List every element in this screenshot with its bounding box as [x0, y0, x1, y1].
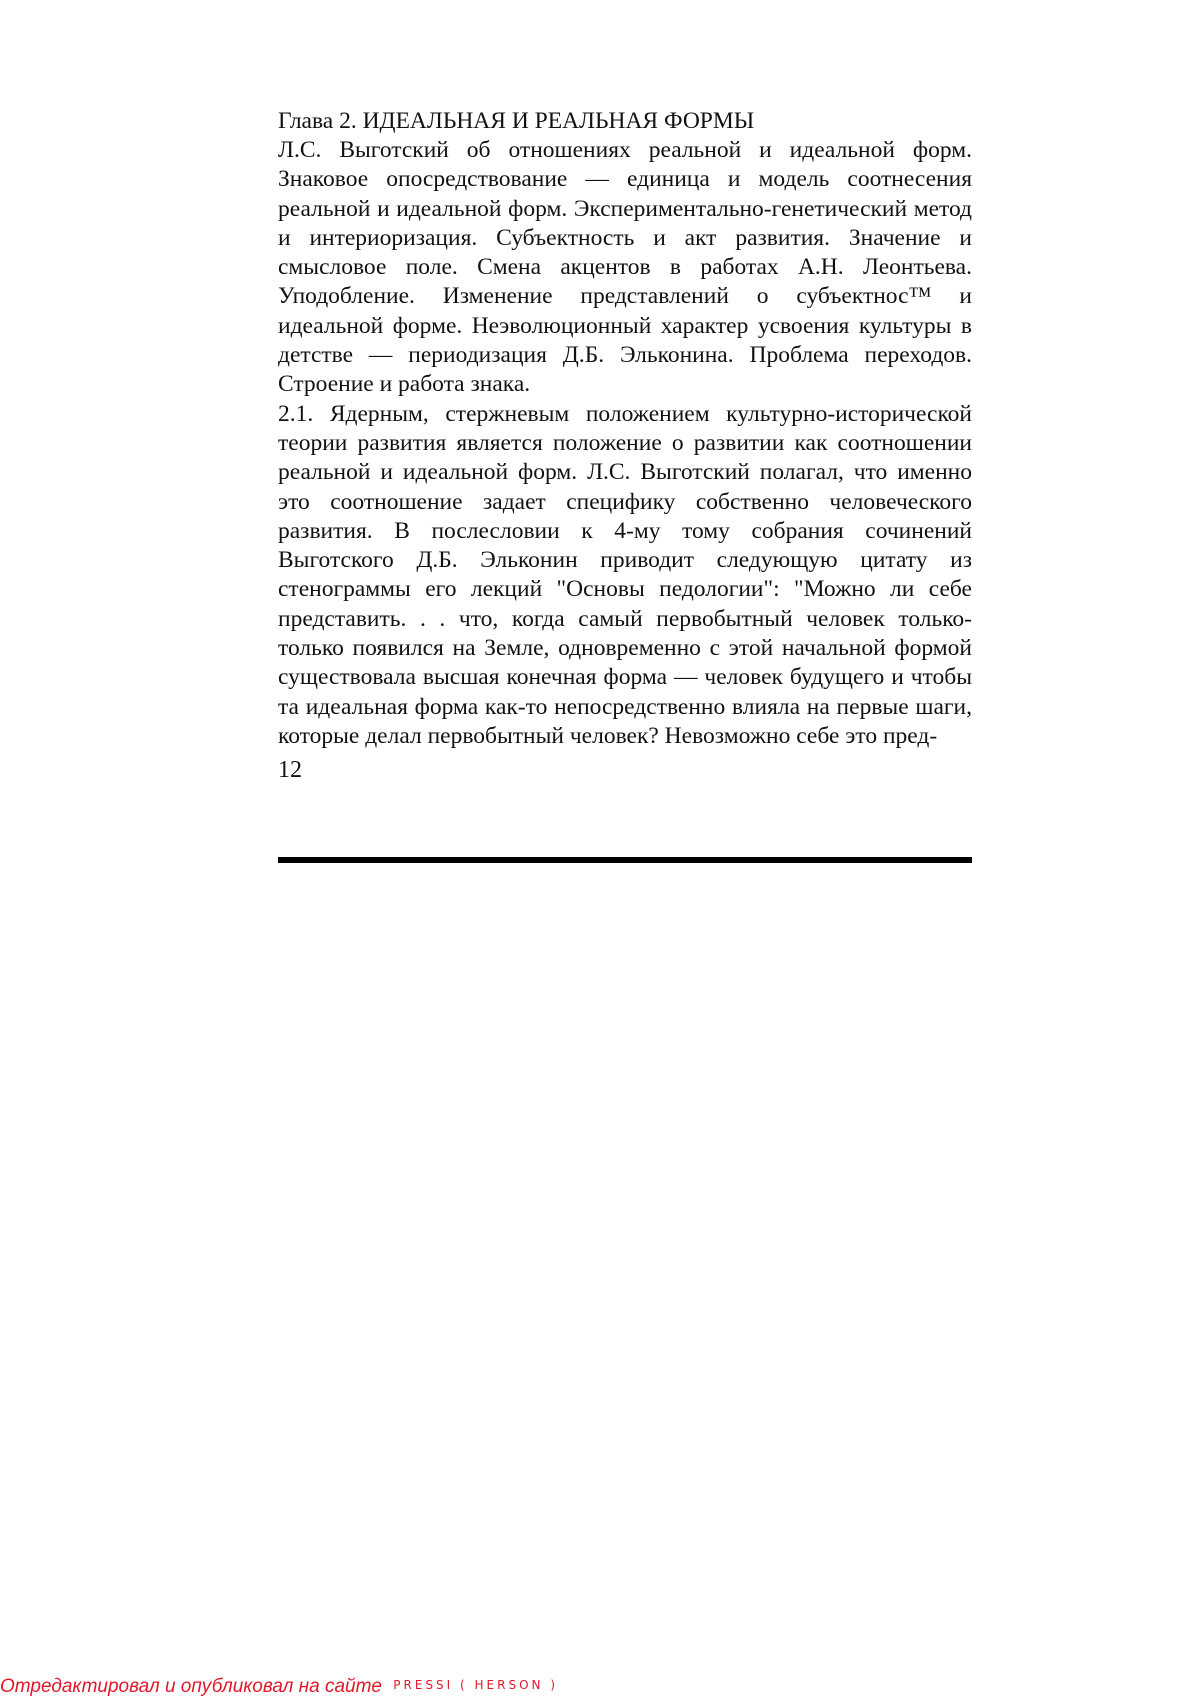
chapter-abstract: Л.С. Выготский об отношениях реальной и идеальной форм. Знаковое опосредствование — единица и модель соотнесения реальной и идеальной форм. Экспериментально-генетический метод и интериоризация. Субъектность и акт развития. Значение и смысловое поле. Смена акцентов в работах А.Н. Леонтьева. Уподобление. Изменение представлений о субъектнос™ и идеальной форме. Неэволюционный характер усвоения культуры в детстве — периодизация Д.Б. Эльконина. Проблема переходов. Строение и работа знака. [278, 137, 972, 398]
page-number: 12 [278, 757, 302, 784]
publisher-credit [0, 1673, 558, 1697]
chapter-title: Глава 2. ИДЕАЛЬНАЯ И РЕАЛЬНАЯ ФОРМЫ [278, 108, 755, 134]
page-text-block [278, 107, 972, 785]
section-2-1-paragraph: 2.1. Ядерным, стержневым положением культурно-исторической теории развития является положение о развитии как соотношении реальной и идеальной форм. Л.С. Выготский полагал, что именно это соотношение задает специфику собственно человеческого развития. В послесловии к 4-му тому собрания сочинений Выготского Д.Б. Эльконин приводит следующую цитату из стенограммы его лекций "Основы педологии": "Можно ли себе представить. . . что, когда самый первобытный человек только-только появился на Земле, одновременно с этой начальной формой существовала высшая конечная форма — человек будущего и чтобы та идеальная форма как-то непосредственно влияла на первые шаги, которые делал первобытный человек? Невозможно себе это пред- [278, 400, 972, 749]
page-bottom-rule [278, 857, 972, 863]
publisher-credit-text: Отредактировал и опубликовал на сайте [0, 1676, 382, 1697]
publisher-site-name: PRESSI ( HERSON ) [393, 1678, 558, 1692]
